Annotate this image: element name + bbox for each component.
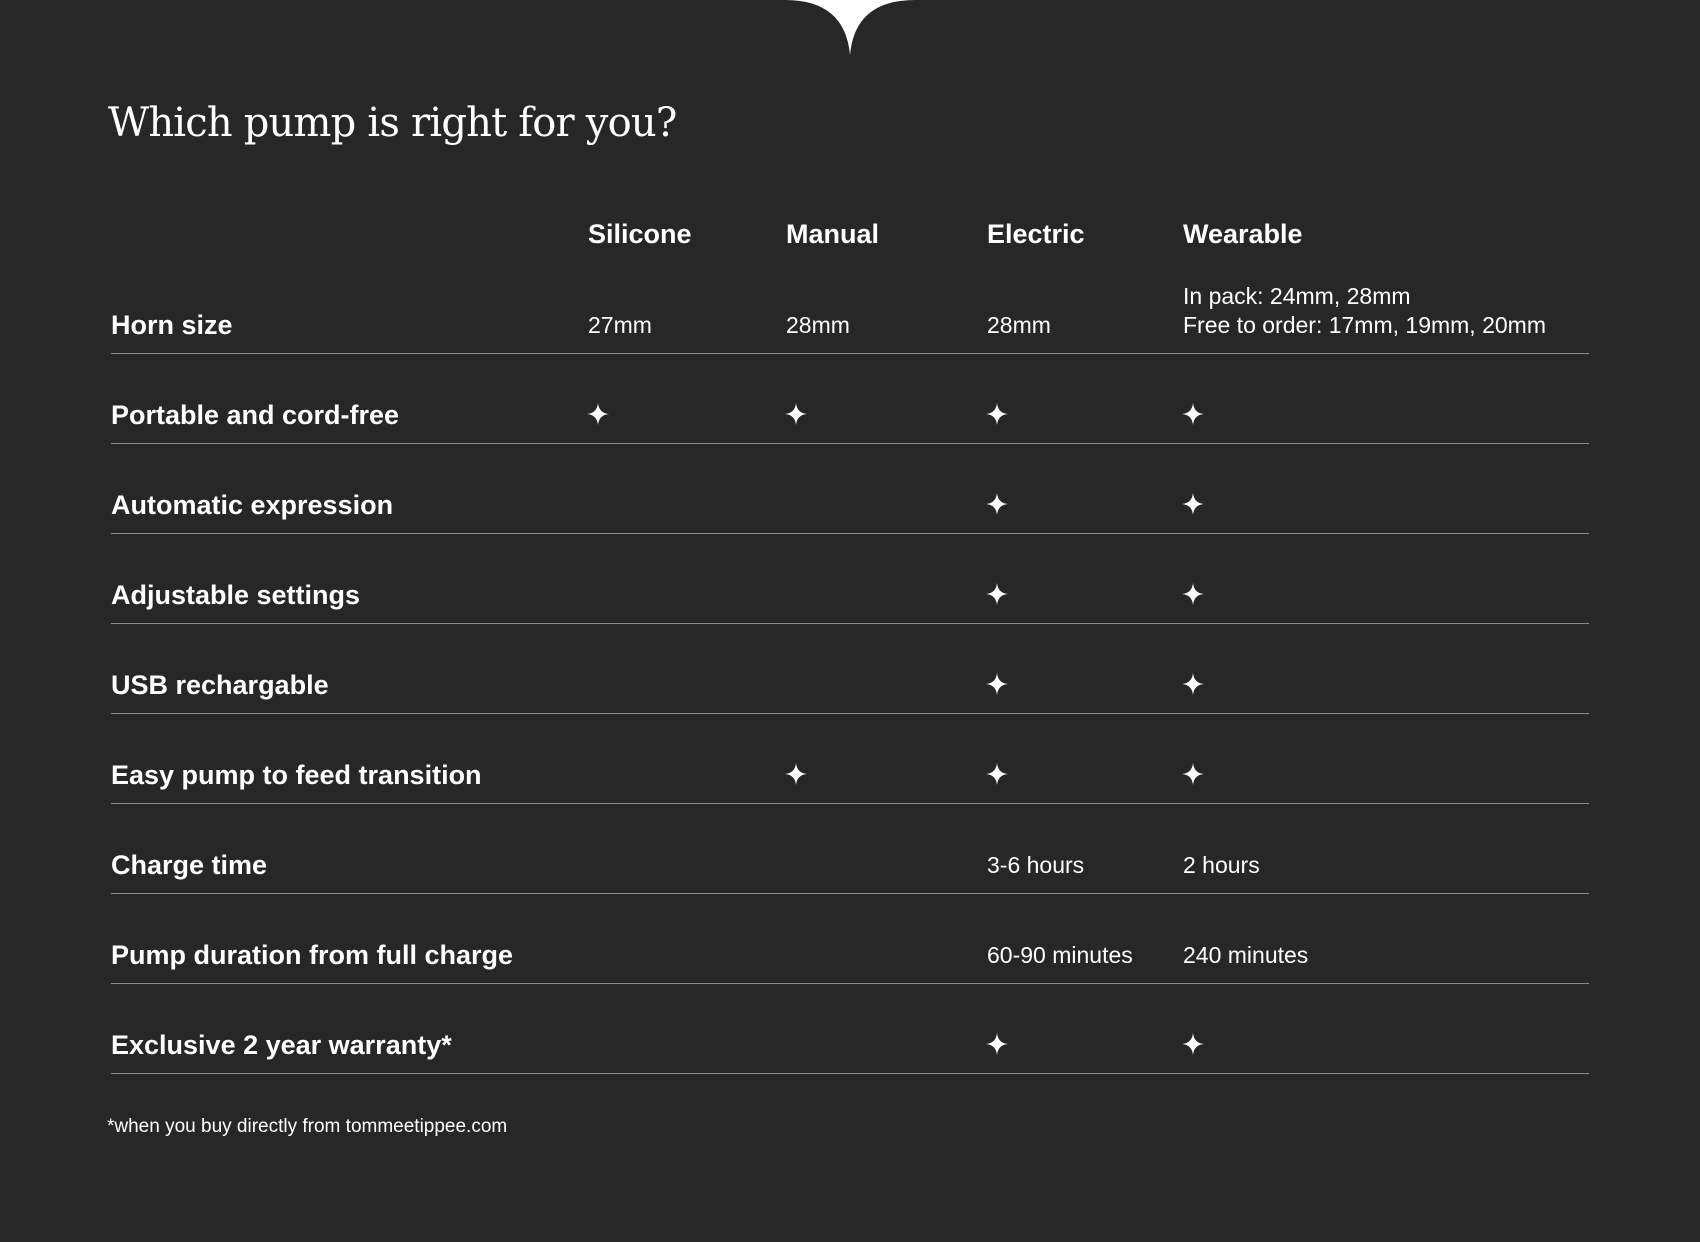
table-row bbox=[111, 534, 1589, 624]
column-header-manual: Manual bbox=[786, 219, 880, 249]
row-label: Adjustable settings bbox=[111, 580, 361, 610]
cell-text: 240 minutes bbox=[1183, 942, 1309, 968]
row-label: USB rechargable bbox=[111, 670, 329, 700]
cell-text: 3-6 hours bbox=[987, 852, 1085, 878]
table-row bbox=[111, 894, 1589, 984]
cell-text: 2 hours bbox=[1183, 852, 1260, 878]
row-label: Portable and cord-free bbox=[111, 400, 400, 430]
sparkle-star-icon bbox=[785, 403, 807, 425]
sparkle-star-icon bbox=[1182, 403, 1204, 425]
sparkle-star-icon bbox=[1182, 583, 1204, 605]
sparkle-star-icon bbox=[986, 583, 1008, 605]
column-header-electric: Electric bbox=[987, 219, 1085, 249]
sparkle-star-icon bbox=[986, 673, 1008, 695]
row-label: Pump duration from full charge bbox=[111, 940, 514, 970]
row-label: Easy pump to feed transition bbox=[111, 760, 482, 790]
sparkle-star-icon bbox=[986, 763, 1008, 785]
sparkle-star-icon bbox=[1182, 493, 1204, 515]
sparkle-star-icon bbox=[1182, 1033, 1204, 1055]
row-label: Exclusive 2 year warranty* bbox=[111, 1030, 452, 1060]
table-cell bbox=[1183, 941, 1308, 970]
sparkle-star-icon bbox=[1182, 763, 1204, 785]
column-header-wearable: Wearable bbox=[1183, 219, 1303, 249]
table-row bbox=[111, 624, 1589, 714]
table-cell bbox=[786, 311, 850, 340]
sparkle-star-icon bbox=[986, 1033, 1008, 1055]
page-title: Which pump is right for you? bbox=[108, 100, 677, 146]
table-cell bbox=[987, 311, 1051, 340]
row-label: Horn size bbox=[111, 310, 233, 340]
sparkle-star-icon bbox=[1182, 673, 1204, 695]
table-row bbox=[111, 714, 1589, 804]
sparkle-star-icon bbox=[587, 403, 609, 425]
row-label: Charge time bbox=[111, 850, 268, 880]
table-cell bbox=[588, 311, 652, 340]
cell-text: 60-90 minutes bbox=[987, 942, 1133, 968]
cell-text: Free to order: 17mm, 19mm, 20mm bbox=[1183, 312, 1546, 338]
footnote: *when you buy directly from tommeetippee.com bbox=[107, 1116, 508, 1137]
sparkle-star-icon bbox=[785, 763, 807, 785]
top-notch-decoration bbox=[785, 0, 915, 60]
cell-text: 28mm bbox=[786, 312, 850, 338]
table-row bbox=[111, 984, 1589, 1074]
sparkle-star-icon bbox=[986, 403, 1008, 425]
table-cell bbox=[987, 941, 1133, 970]
column-header-silicone: Silicone bbox=[588, 219, 692, 249]
table-row bbox=[111, 264, 1589, 354]
table-row bbox=[111, 804, 1589, 894]
cell-text: In pack: 24mm, 28mm bbox=[1183, 283, 1411, 309]
table-cell bbox=[987, 851, 1084, 880]
table-row bbox=[111, 354, 1589, 444]
sparkle-star-icon bbox=[986, 493, 1008, 515]
row-label: Automatic expression bbox=[111, 490, 394, 520]
table-cell bbox=[1183, 851, 1260, 880]
table-row bbox=[111, 444, 1589, 534]
table-cell bbox=[1183, 282, 1546, 340]
cell-text: 28mm bbox=[987, 312, 1051, 338]
cell-text: 27mm bbox=[588, 312, 652, 338]
